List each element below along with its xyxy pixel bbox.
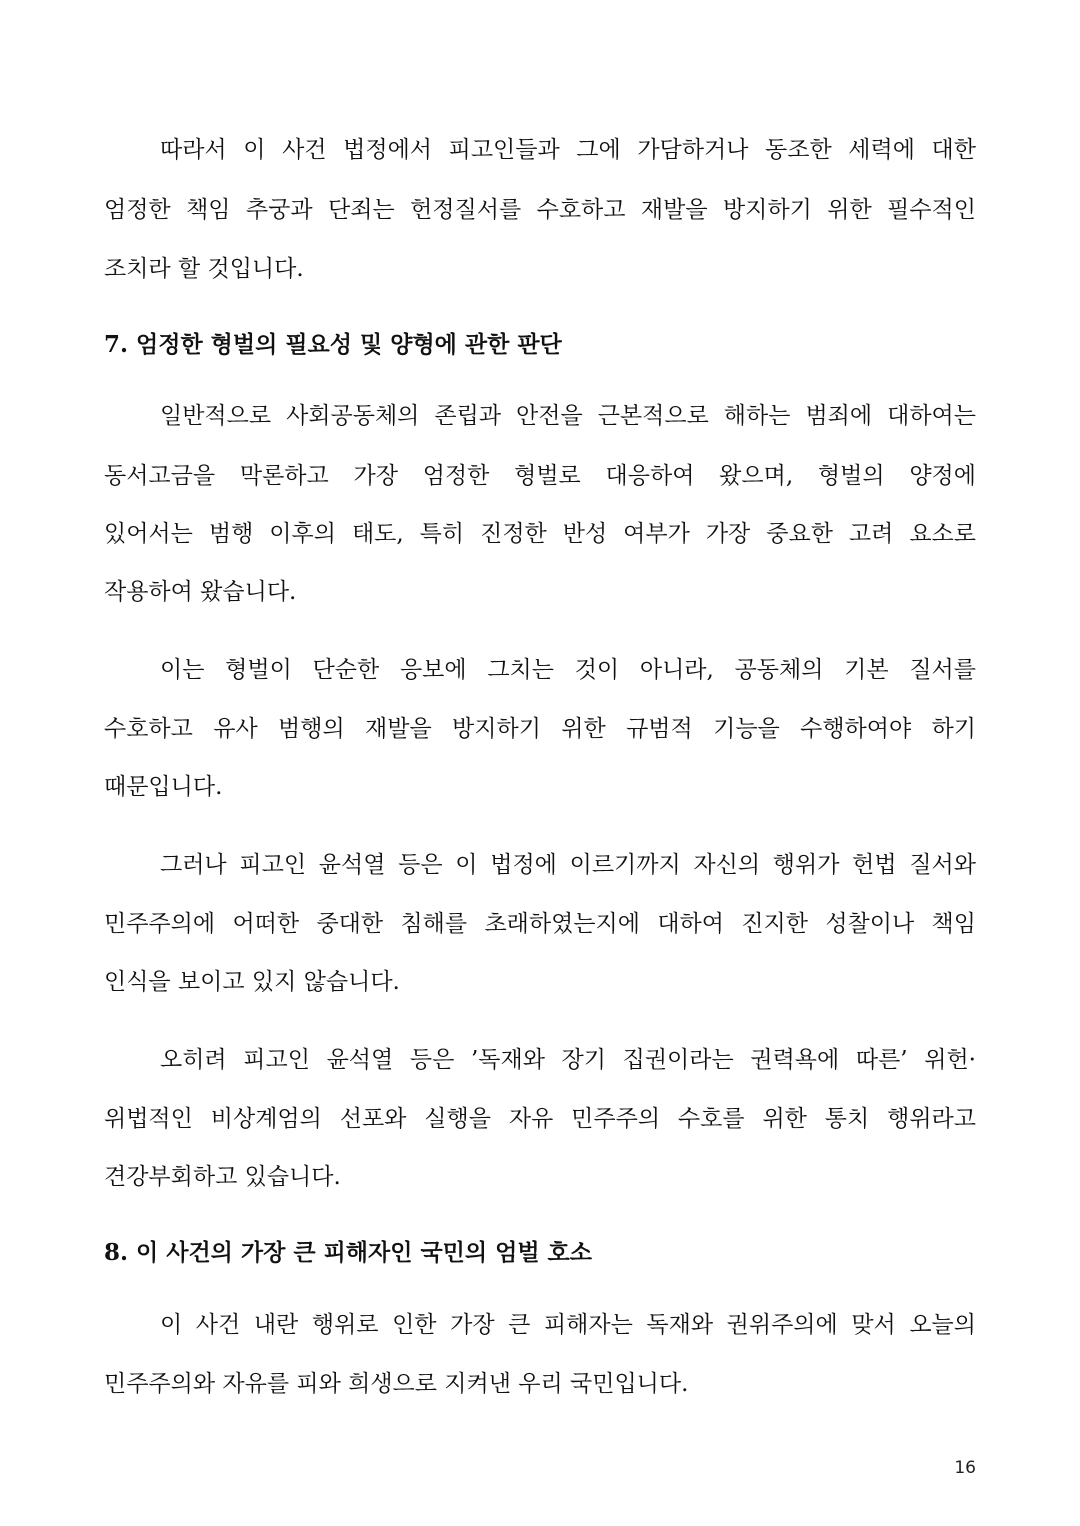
section-heading-8: 8. 이 사건의 가장 큰 피해자인 국민의 엄벌 호소	[104, 1239, 592, 1266]
paragraph-1-line-2: 엄정한 책임 추궁과 단죄는 헌정질서를 수호하고 재발을 방지하기 위한 필수적인	[104, 197, 976, 223]
paragraph-2-line-3: 있어서는 범행 이후의 태도, 특히 진정한 반성 여부가 가장 중요한 고려 요소로	[104, 521, 976, 547]
paragraph-2-line-1: 일반적으로 사회공동체의 존립과 안전을 근본적으로 해하는 범죄에 대하여는	[160, 403, 976, 429]
paragraph-4-line-1: 그러나 피고인 윤석열 등은 이 법정에 이르기까지 자신의 행위가 헌법 질서와	[160, 852, 976, 878]
paragraph-3-line-2: 수호하고 유사 범행의 재발을 방지하기 위한 규범적 기능을 수행하여야 하기	[104, 716, 976, 742]
paragraph-2-line-4: 작용하여 왔습니다.	[104, 579, 297, 605]
paragraph-4-line-2: 민주주의에 어떠한 중대한 침해를 초래하였는지에 대하여 진지한 성찰이나 책임	[104, 911, 976, 937]
paragraph-3-line-3: 때문입니다.	[104, 774, 223, 800]
page-number: 16	[954, 1458, 976, 1478]
paragraph-5-line-1: 오히려 피고인 윤석열 등은 ’독재와 장기 집권이라는 권력욕에 따른’ 위헌·	[160, 1047, 976, 1073]
paragraph-3-line-1: 이는 형벌이 단순한 응보에 그치는 것이 아니라, 공동체의 기본 질서를	[160, 657, 976, 683]
paragraph-1-line-3: 조치라 할 것입니다.	[104, 256, 304, 282]
paragraph-4-line-3: 인식을 보이고 있지 않습니다.	[104, 969, 400, 995]
paragraph-5-line-2: 위법적인 비상계엄의 선포와 실행을 자유 민주주의 수호를 위한 통치 행위라고	[104, 1106, 976, 1132]
paragraph-5-line-3: 견강부회하고 있습니다.	[104, 1164, 341, 1190]
section-heading-7: 7. 엄정한 형벌의 필요성 및 양형에 관한 판단	[104, 331, 562, 358]
paragraph-1-line-1: 따라서 이 사건 법정에서 피고인들과 그에 가담하거나 동조한 세력에 대한	[160, 137, 976, 163]
paragraph-6-line-1: 이 사건 내란 행위로 인한 가장 큰 피해자는 독재와 권위주의에 맞서 오늘의	[160, 1312, 976, 1338]
paragraph-2-line-2: 동서고금을 막론하고 가장 엄정한 형벌로 대응하여 왔으며, 형벌의 양정에	[104, 463, 976, 489]
paragraph-6-line-2: 민주주의와 자유를 피와 희생으로 지켜낸 우리 국민입니다.	[104, 1371, 689, 1397]
